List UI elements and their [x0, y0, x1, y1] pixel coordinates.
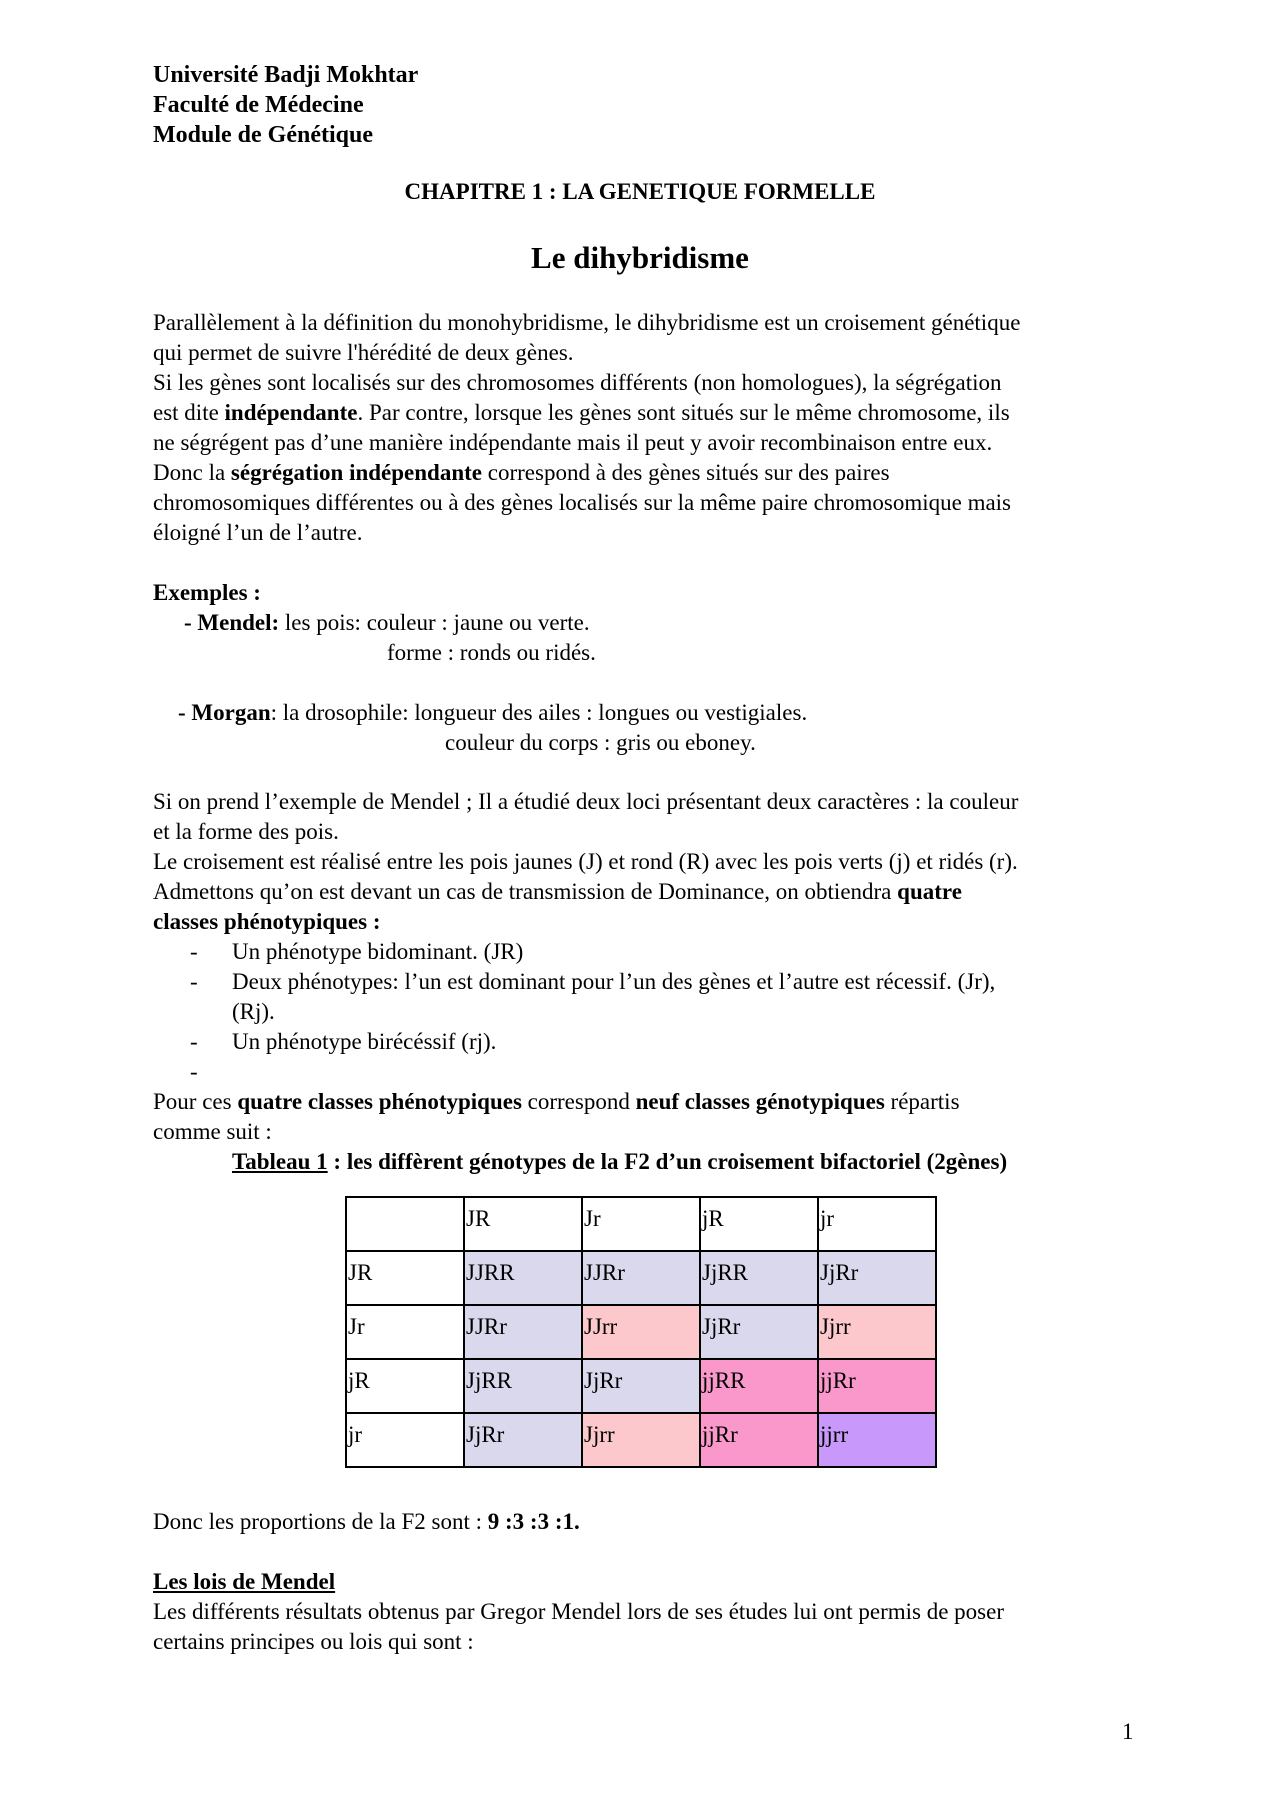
- example-label: - Mendel:: [184, 610, 280, 635]
- para-line: certains principes ou lois qui sont :: [153, 1629, 474, 1654]
- intro-line: [153, 398, 1010, 428]
- module-name: Module de Génétique: [153, 122, 373, 148]
- para-line: et la forme des pois.: [153, 819, 339, 844]
- gamete-row-label: [346, 1359, 464, 1413]
- intro-line: éloigné l’un de l’autre.: [153, 520, 363, 545]
- text-run: . Par contre, lorsque les gènes sont situés sur le même chromosome, ils: [357, 400, 1010, 425]
- cell-text: jR: [348, 1368, 370, 1393]
- cell-text: jjrr: [820, 1422, 849, 1447]
- cell-text: jjRR: [702, 1368, 746, 1393]
- gamete-row-label: [346, 1413, 464, 1467]
- gamete-header-cell: [700, 1197, 818, 1251]
- table-caption: [232, 1147, 1007, 1177]
- table-row: [346, 1413, 936, 1467]
- genotype-cell: [464, 1413, 582, 1467]
- cell-text: JR: [348, 1260, 373, 1285]
- text-run: correspond: [521, 1089, 636, 1114]
- cell-text: jjRr: [702, 1422, 738, 1447]
- genotype-cell: [582, 1413, 700, 1467]
- cell-text: JJRr: [466, 1314, 507, 1339]
- genotype-cell: [464, 1251, 582, 1305]
- bullet-dash: -: [190, 969, 198, 994]
- para-line: comme suit :: [153, 1119, 272, 1144]
- section-heading-lois: Les lois de Mendel: [153, 1569, 336, 1594]
- bold-term: quatre classes phénotypiques: [237, 1089, 522, 1114]
- cell-text: JjRr: [584, 1368, 623, 1393]
- genotype-cell: [464, 1305, 582, 1359]
- text-run: Pour ces: [153, 1089, 238, 1114]
- cell-text: jR: [702, 1206, 724, 1231]
- text-run: est dite: [153, 400, 225, 425]
- page-title: Le dihybridisme: [531, 240, 749, 275]
- table-header-row: [346, 1197, 936, 1251]
- cell-text: Jr: [348, 1314, 365, 1339]
- text-run: correspond à des gènes situés sur des paires: [482, 460, 890, 485]
- gamete-header-cell: [582, 1197, 700, 1251]
- para-line: [153, 877, 962, 907]
- cell-text: JJRr: [584, 1260, 625, 1285]
- cell-text: JJRR: [466, 1260, 515, 1285]
- proportions-line: [153, 1507, 580, 1537]
- gamete-header-cell: [818, 1197, 936, 1251]
- bullet-text: Deux phénotypes: l’un est dominant pour l’un des gènes et l’autre est récessif. (Jr),: [232, 969, 996, 994]
- para-line: [153, 1087, 960, 1117]
- bullet-text: Un phénotype birécéssif (rj).: [232, 1029, 497, 1054]
- example-label: - Morgan: [178, 700, 271, 725]
- cell-text: JjRR: [702, 1260, 749, 1285]
- corner-cell: [346, 1197, 464, 1251]
- bullet-text-continued: (Rj).: [232, 999, 275, 1024]
- ratio-value: 9 :3 :3 :1.: [487, 1509, 580, 1534]
- example-mendel-line2: forme : ronds ou ridés.: [387, 640, 596, 665]
- text-run: Donc les proportions de la F2 sont :: [153, 1509, 488, 1534]
- para-line: Si on prend l’exemple de Mendel ; Il a étudié deux loci présentant deux caractères : la couleur: [153, 789, 1019, 814]
- text-run: Admettons qu’on est devant un cas de transmission de Dominance, on obtiendra: [153, 879, 898, 904]
- cell-text: JJrr: [584, 1314, 618, 1339]
- table-caption-label: Tableau 1: [232, 1149, 328, 1174]
- intro-line: Parallèlement à la définition du monohybridisme, le dihybridisme est un croisement génétique: [153, 310, 1021, 335]
- bold-term: ségrégation indépendante: [230, 460, 483, 485]
- example-morgan: [178, 698, 807, 728]
- para-line: Le croisement est réalisé entre les pois jaunes (J) et rond (R) avec les pois verts (j) et ridés (r).: [153, 849, 1018, 874]
- genotype-cell: [818, 1251, 936, 1305]
- examples-heading: Exemples :: [153, 580, 261, 605]
- text-run: : la drosophile: longueur des ailes : longues ou vestigiales.: [270, 700, 808, 725]
- cell-text: Jjrr: [584, 1422, 615, 1447]
- para-line: Les différents résultats obtenus par Gregor Mendel lors de ses études lui ont permis de poser: [153, 1599, 1004, 1624]
- text-run: Donc la: [153, 460, 231, 485]
- punnett-square-table: [345, 1196, 937, 1468]
- example-morgan-line2: couleur du corps : gris ou eboney.: [445, 730, 756, 755]
- para-line: classes phénotypiques :: [153, 909, 381, 934]
- university-name: Université Badji Mokhtar: [153, 62, 419, 88]
- gamete-header-cell: [464, 1197, 582, 1251]
- genotype-cell: [582, 1251, 700, 1305]
- cell-text: [347, 1198, 463, 1206]
- intro-line: qui permet de suivre l'hérédité de deux gènes.: [153, 340, 574, 365]
- example-mendel: [184, 608, 590, 638]
- cell-text: JjRR: [466, 1368, 513, 1393]
- bold-term: quatre: [897, 879, 962, 904]
- genotype-cell: [818, 1359, 936, 1413]
- intro-line: Si les gènes sont localisés sur des chromosomes différents (non homologues), la ségrégation: [153, 370, 1002, 395]
- genotype-cell: [700, 1359, 818, 1413]
- cell-text: jr: [348, 1422, 363, 1447]
- text-run: les pois: couleur : jaune ou verte.: [279, 610, 590, 635]
- gamete-row-label: [346, 1305, 464, 1359]
- table-row: [346, 1251, 936, 1305]
- genotype-cell: [818, 1413, 936, 1467]
- genotype-cell: [582, 1359, 700, 1413]
- faculty-name: Faculté de Médecine: [153, 92, 364, 118]
- table-row: [346, 1305, 936, 1359]
- genotype-cell: [700, 1413, 818, 1467]
- genotype-cell: [700, 1251, 818, 1305]
- table-caption-text: : les diffèrent génotypes de la F2 d’un croisement bifactoriel (2gènes): [327, 1149, 1008, 1174]
- cell-text: JjRr: [820, 1260, 859, 1285]
- bullet-dash: -: [190, 939, 198, 964]
- genotype-cell: [818, 1305, 936, 1359]
- intro-line: chromosomiques différentes ou à des gènes localisés sur la même paire chromosomique mais: [153, 490, 1012, 515]
- genotype-cell: [700, 1305, 818, 1359]
- bullet-text: Un phénotype bidominant. (JR): [232, 939, 524, 964]
- genotype-cell: [582, 1305, 700, 1359]
- bold-term: indépendante: [224, 400, 358, 425]
- cell-text: Jjrr: [820, 1314, 851, 1339]
- gamete-row-label: [346, 1251, 464, 1305]
- intro-line: [153, 458, 890, 488]
- cell-text: jjRr: [820, 1368, 856, 1393]
- chapter-heading: CHAPITRE 1 : LA GENETIQUE FORMELLE: [404, 179, 876, 204]
- table-row: [346, 1359, 936, 1413]
- bullet-dash: -: [190, 1029, 198, 1054]
- intro-line: ne ségrégent pas d’une manière indépendante mais il peut y avoir recombinaison entre eux.: [153, 430, 993, 455]
- cell-text: jr: [820, 1206, 835, 1231]
- page-number: 1: [1122, 1719, 1134, 1744]
- genotype-cell: [464, 1359, 582, 1413]
- cell-text: JR: [466, 1206, 491, 1231]
- bullet-dash: -: [190, 1059, 198, 1084]
- cell-text: Jr: [584, 1206, 601, 1231]
- cell-text: JjRr: [702, 1314, 741, 1339]
- text-run: répartis: [884, 1089, 960, 1114]
- bold-term: neuf classes génotypiques: [635, 1089, 885, 1114]
- cell-text: JjRr: [466, 1422, 505, 1447]
